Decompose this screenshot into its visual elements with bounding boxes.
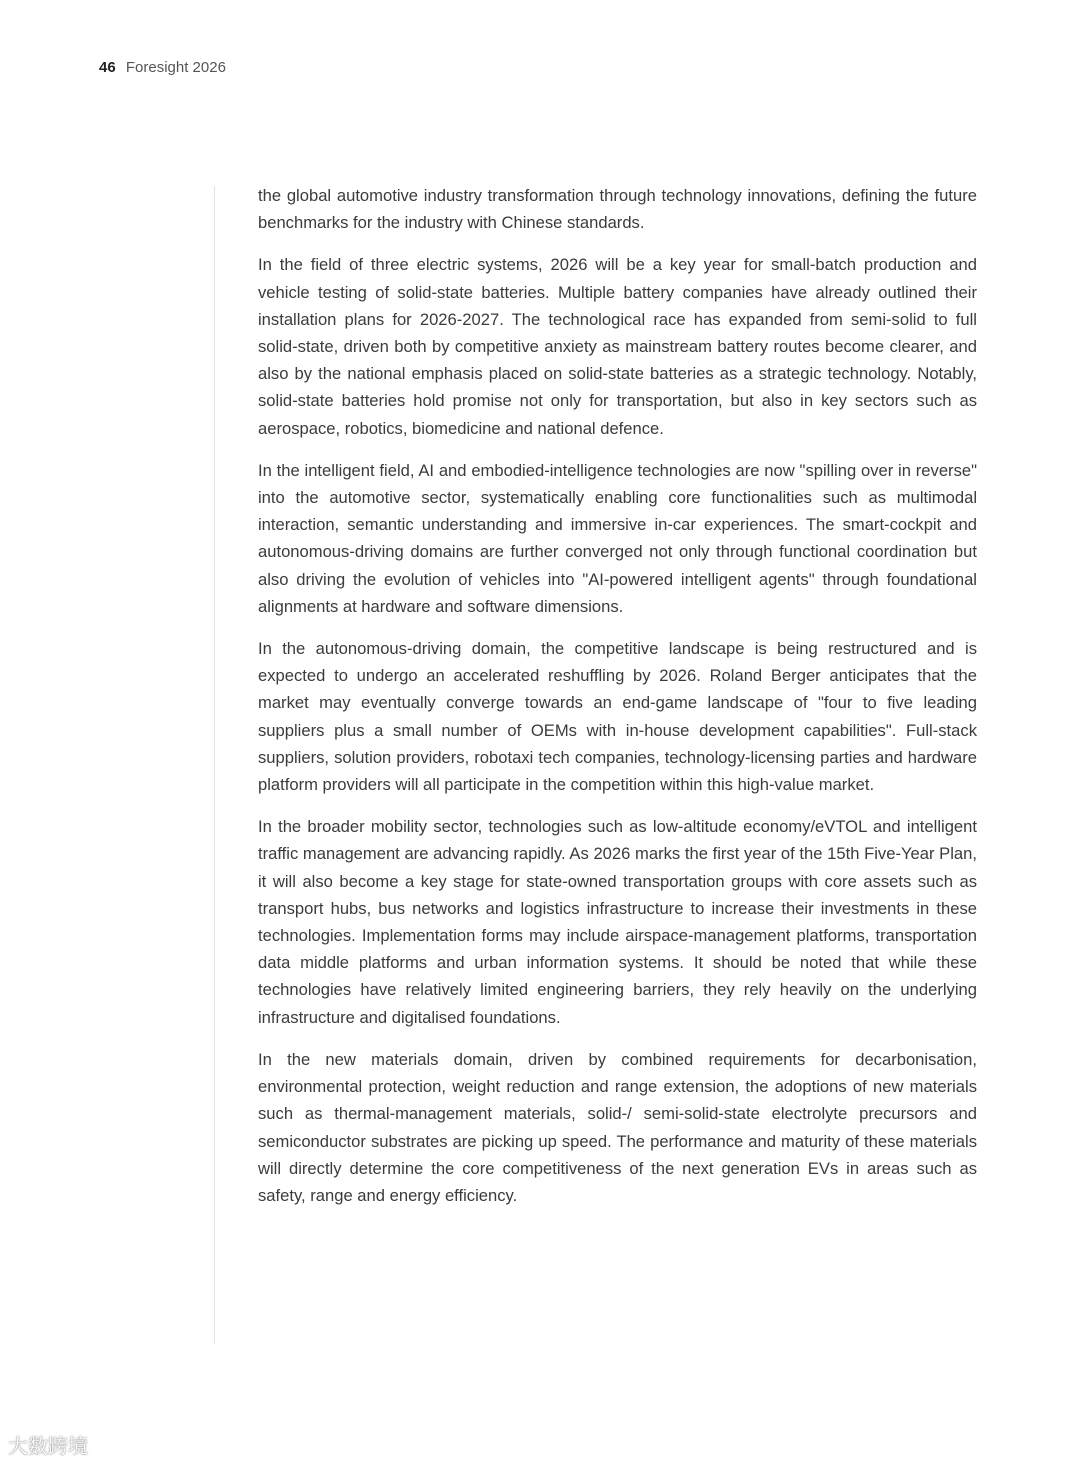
page-number: 46 xyxy=(99,59,116,76)
watermark-text: 大数跨境 xyxy=(8,1434,88,1458)
watermark xyxy=(8,1430,88,1459)
paragraph-4: In the autonomous-driving domain, the competitive landscape is being restructured and is expected to undergo an accelerated reshuffling by 2026. Roland Berger anticipates that the market may eventually converge towards an end-game landscape of "four to five leading suppliers plus a small number of OEMs with in-house development capabilities". Full-stack suppliers, solution providers, robotaxi tech companies, technology-licensing parties and hardware platform providers will all participate in the competition within this high-value market. xyxy=(258,639,977,795)
article-body xyxy=(258,182,977,1224)
paragraph-1: the global automotive industry transformation through technology innovations, defining the future benchmarks for the industry with Chinese standards. xyxy=(258,186,977,233)
paragraph-3: In the intelligent field, AI and embodied-intelligence technologies are now "spilling over in reverse" into the automotive sector, systematically enabling core functionalities such as multimodal interaction, semantic understanding and immersive in-car experiences. The smart-cockpit and autonomous-driving domains are further converged not only through functional coordination but also driving the evolution of vehicles into "AI-powered intelligent agents" through foundational alignments at hardware and software dimensions. xyxy=(258,460,977,616)
paragraph-5: In the broader mobility sector, technologies such as low-altitude economy/eVTOL and intelligent traffic management are advancing rapidly. As 2026 marks the first year of the 15th Five-Year Plan, it will also become a key stage for state-owned transportation groups with core assets such as transport hubs, bus networks and logistics infrastructure to increase their investments in these technologies. Implementation forms may include airspace-management platforms, transportation data middle platforms and urban information systems. It should be noted that while these technologies have relatively limited engineering barriers, they rely heavily on the underlying infrastructure and digitalised foundations. xyxy=(258,817,977,1027)
vertical-divider xyxy=(214,186,215,1344)
page-header xyxy=(99,58,226,78)
publication-title: Foresight 2026 xyxy=(125,59,226,76)
paragraph-2: In the field of three electric systems, 2026 will be a key year for small-batch production and vehicle testing of solid-state batteries. Multiple battery companies have already outlined their installation plans for 2026-2027. The technological race has expanded from semi-solid to full solid-state, driven both by competitive anxiety as mainstream battery routes become clearer, and also by the national emphasis placed on solid-state batteries as a strategic technology. Notably, solid-state batteries hold promise not only for transportation, but also in key sectors such as aerospace, robotics, biomedicine and national defence. xyxy=(258,255,977,438)
paragraph-6: In the new materials domain, driven by combined requirements for decarbonisation, environmental protection, weight reduction and range extension, the adoptions of new materials such as thermal-management materials, solid-/ semi-solid-state electrolyte precursors and semiconductor substrates are picking up speed. The performance and maturity of these materials will directly determine the core competitiveness of the next generation EVs in areas such as safety, range and energy efficiency. xyxy=(258,1049,977,1205)
